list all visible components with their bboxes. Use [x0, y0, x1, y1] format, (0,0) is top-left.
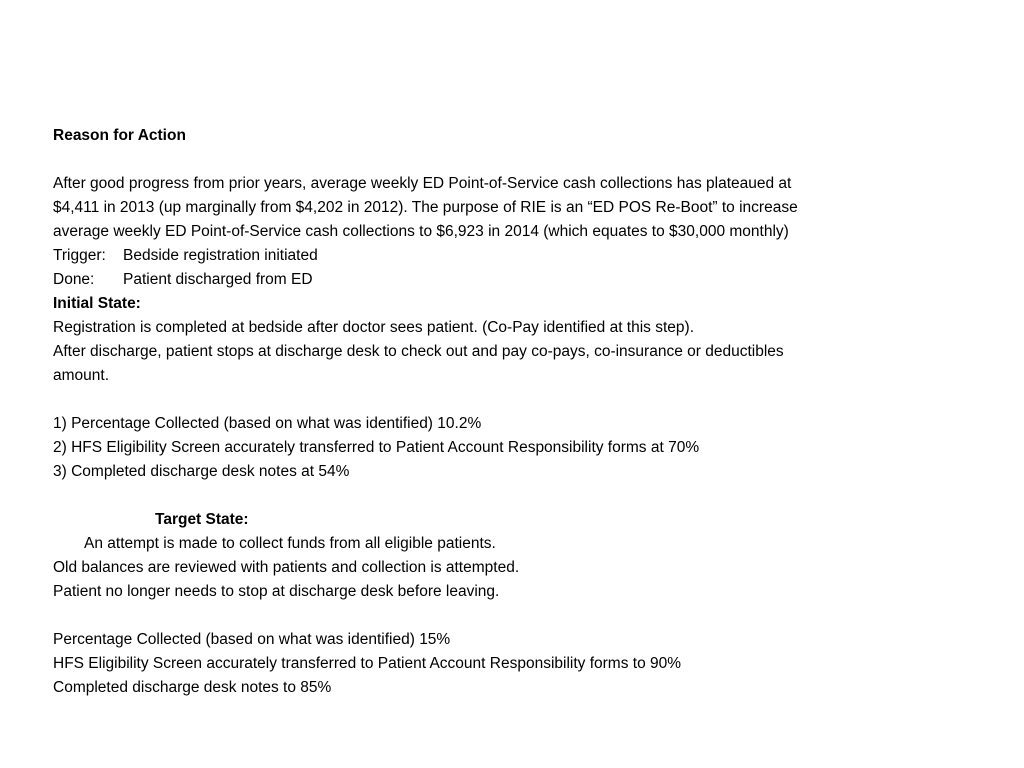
initial-state-line-2: After discharge, patient stops at discharge desk to check out and pay co-pays, co-insurance or deductibles — [53, 343, 784, 360]
reason-line-3: average weekly ED Point-of-Service cash collections to $6,923 in 2014 (which equates to $30,000 monthly) — [53, 223, 789, 240]
target-state-line-1: An attempt is made to collect funds from all eligible patients. — [84, 535, 496, 552]
spacer — [53, 604, 983, 628]
done-value: Patient discharged from ED — [123, 271, 313, 288]
trigger-label: Trigger: — [53, 247, 106, 264]
target-metric-1: Percentage Collected (based on what was identified) 15% — [53, 631, 451, 648]
target-metric-2: HFS Eligibility Screen accurately transferred to Patient Account Responsibility forms to 90% — [53, 655, 682, 672]
spacer — [53, 148, 983, 172]
reason-line-1: After good progress from prior years, average weekly ED Point-of-Service cash collections has plateaued at — [53, 175, 792, 192]
done-line — [53, 268, 983, 292]
target-state-heading: Target State: — [155, 511, 249, 528]
done-label: Done: — [53, 271, 95, 288]
document-body — [53, 124, 983, 700]
initial-metric-2: 2) HFS Eligibility Screen accurately transferred to Patient Account Responsibility forms at 70% — [53, 439, 700, 456]
target-state-line-3: Patient no longer needs to stop at discharge desk before leaving. — [53, 583, 500, 600]
initial-metric-3: 3) Completed discharge desk notes at 54% — [53, 463, 350, 480]
target-metric-3: Completed discharge desk notes to 85% — [53, 679, 332, 696]
initial-state-heading: Initial State: — [53, 295, 141, 312]
spacer — [53, 388, 983, 412]
initial-state-line-1: Registration is completed at bedside after doctor sees patient. (Co-Pay identified at this step). — [53, 319, 695, 336]
initial-metric-1: 1) Percentage Collected (based on what was identified) 10.2% — [53, 415, 482, 432]
reason-line-2: $4,411 in 2013 (up marginally from $4,202 in 2012). The purpose of RIE is an “ED POS Re-Boot” to increase — [53, 199, 798, 216]
reason-heading: Reason for Action — [53, 127, 186, 144]
spacer — [53, 484, 983, 508]
target-state-line-2: Old balances are reviewed with patients and collection is attempted. — [53, 559, 520, 576]
trigger-value: Bedside registration initiated — [123, 247, 318, 264]
trigger-line — [53, 244, 983, 268]
initial-state-line-3: amount. — [53, 367, 110, 384]
